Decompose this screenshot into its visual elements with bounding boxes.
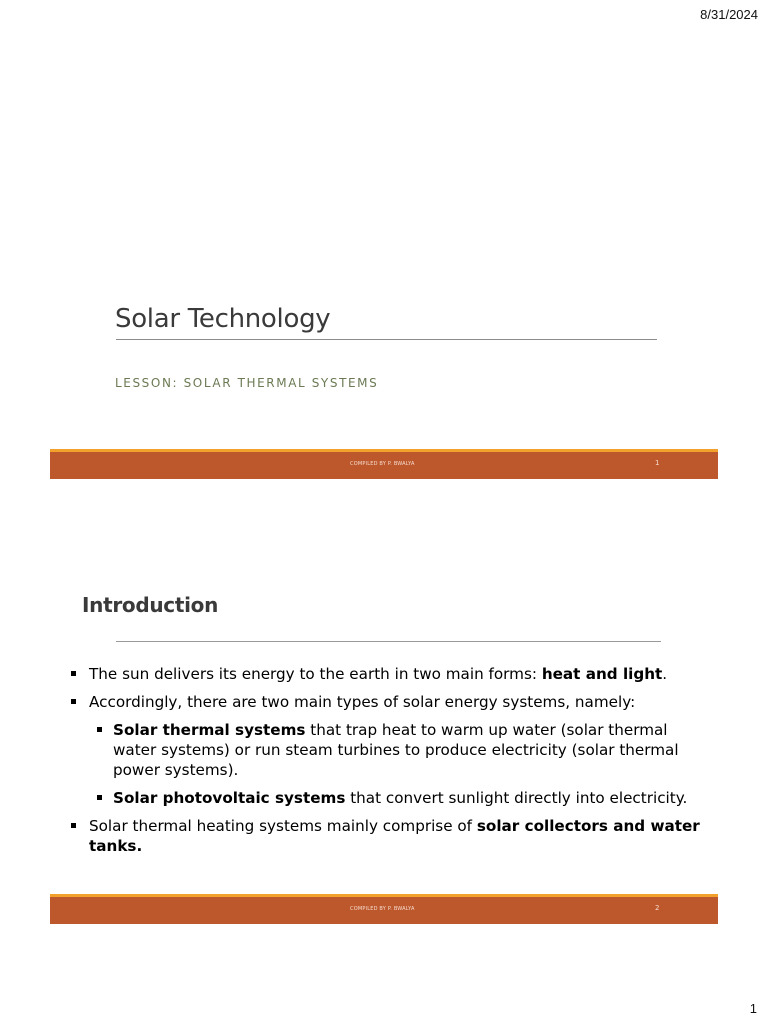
bullet-bold-text: heat and light [541,665,663,683]
bullet-item [70,816,710,856]
bullet-item [70,664,710,684]
footer-slide-number: 1 [655,459,660,467]
footer-slide-number: 2 [655,904,660,912]
sub-bullet-text: that trap heat to warm up water (solar thermal water systems) or run steam turbines to produce electricity (solar thermal power systems). [113,721,679,779]
slide-title: Solar Technology [115,304,331,334]
bullet-text: Accordingly, there are two main types of solar energy systems, namely: [89,693,636,711]
page-date: 8/31/2024 [700,7,758,22]
sub-bullet-item [89,720,710,780]
title-divider [116,339,657,340]
bullet-text: Solar thermal heating systems mainly comprise of [89,817,477,835]
sub-bullet-item [89,788,710,808]
footer-credit: COMPILED BY P. BWALYA [350,461,415,467]
slide-heading: Introduction [82,593,219,617]
page-number: 1 [749,1001,757,1016]
heading-divider [116,641,661,642]
bullet-tail-text: . [662,665,668,683]
bullet-bold-text: solar collectors and water tanks. [89,817,700,855]
slide-footer-bar [50,449,718,479]
slide-subtitle: LESSON: SOLAR THERMAL SYSTEMS [115,376,379,390]
slide-footer-bar [50,894,718,924]
footer-credit: COMPILED BY P. BWALYA [350,906,415,912]
sub-bullet-bold-text: Solar thermal systems [113,721,306,739]
bullet-list [70,664,710,864]
sub-bullet-text: that convert sunlight directly into electricity. [345,789,688,807]
bullet-item [70,692,710,808]
sub-bullet-list [89,720,710,808]
bullet-text: The sun delivers its energy to the earth in two main forms: [89,665,542,683]
sub-bullet-bold-text: Solar photovoltaic systems [113,789,346,807]
